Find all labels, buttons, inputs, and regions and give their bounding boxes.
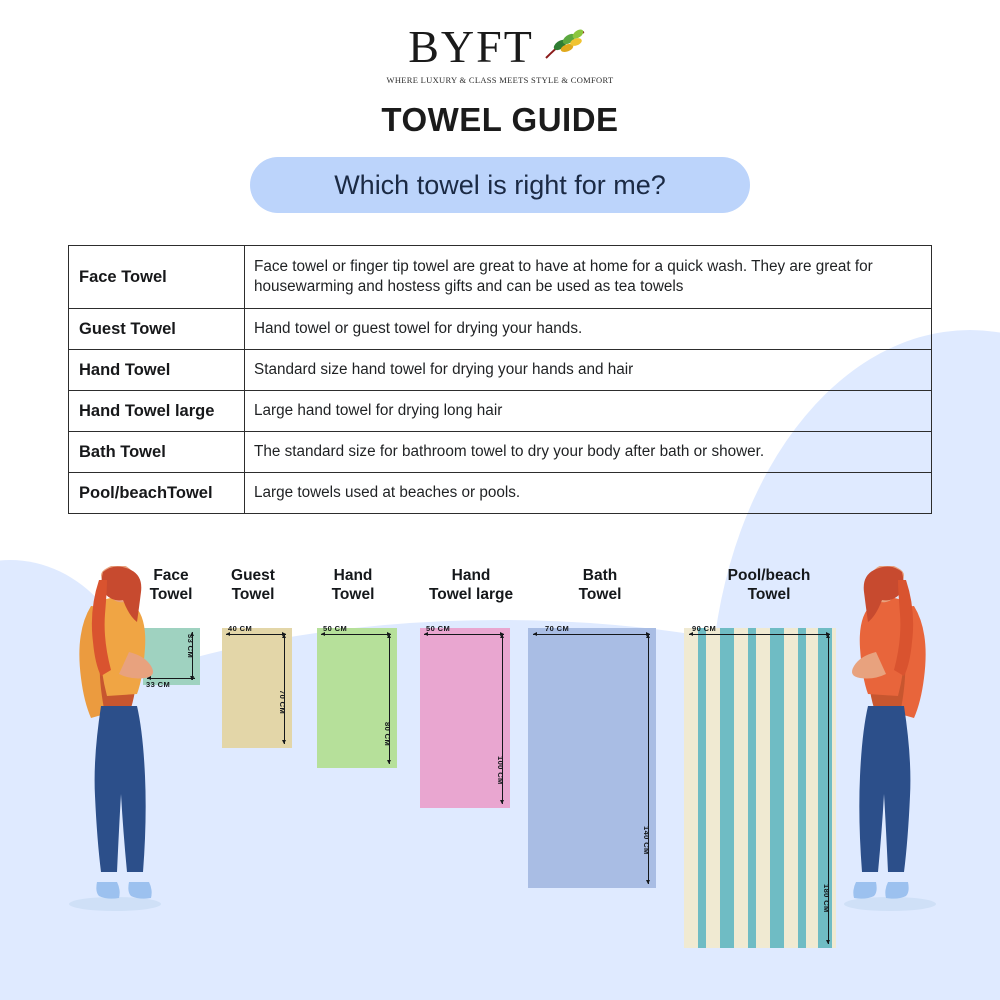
table-cell-label: Guest Towel	[69, 309, 245, 349]
face-length-label: 33 CM	[186, 634, 195, 659]
table-row	[69, 350, 931, 391]
towel-swatch-hand	[317, 628, 397, 768]
table-cell-label: Hand Towel large	[69, 391, 245, 431]
towel-description-table	[68, 245, 932, 514]
hand-width-arrow	[321, 634, 391, 635]
guest-width-label: 40 CM	[228, 624, 253, 633]
table-cell-description: Large towels used at beaches or pools.	[254, 483, 521, 501]
chart-column-title-bath: Bath Towel	[578, 567, 622, 604]
chart-column-title-guest: Guest Towel	[231, 567, 275, 604]
table-row	[69, 432, 931, 473]
brand-name: BYFT	[408, 21, 534, 72]
question-banner	[250, 157, 750, 213]
leaf-icon	[540, 28, 592, 67]
bath-length-label: 140 CM	[642, 826, 651, 855]
bath-width-arrow	[533, 634, 650, 635]
table-cell-label: Hand Towel	[69, 350, 245, 390]
table-row	[69, 309, 931, 350]
pool-width-arrow	[689, 634, 830, 635]
table-cell-description: Face towel or finger tip towel are great to have at home for a quick wash. They are great for housewarming and hostess gifts and can be used as tea towels	[254, 257, 873, 295]
woman-illustration-right	[830, 566, 950, 916]
chart-column-title-hand-large: Hand Towel large	[428, 567, 514, 604]
pool-width-label: 90 CM	[692, 624, 717, 633]
bath-width-label: 70 CM	[545, 624, 570, 633]
pool-length-label: 180 CM	[822, 884, 831, 913]
hand-length-label: 80 CM	[383, 722, 392, 747]
towel-swatch-guest	[222, 628, 292, 748]
woman-illustration-left	[55, 566, 175, 916]
towel-swatch-pool	[684, 628, 836, 948]
table-row	[69, 473, 931, 513]
table-cell-description: Standard size hand towel for drying your hands and hair	[254, 360, 634, 378]
table-cell-label: Face Towel	[69, 246, 245, 308]
table-cell-label: Bath Towel	[69, 432, 245, 472]
page-title: TOWEL GUIDE	[381, 101, 619, 138]
table-row	[69, 391, 931, 432]
hand-width-label: 50 CM	[323, 624, 348, 633]
guest-width-arrow	[226, 634, 286, 635]
brand-tagline: WHERE LUXURY & CLASS MEETS STYLE & COMFORT	[386, 75, 614, 85]
towel-size-chart	[0, 544, 1000, 964]
chart-column-title-face: Face Towel	[149, 567, 193, 604]
face-width-label: 33 CM	[146, 680, 171, 689]
hand-large-width-label: 50 CM	[426, 624, 451, 633]
chart-column-title-pool: Pool/beach Towel	[727, 567, 811, 604]
guest-length-arrow	[284, 634, 285, 744]
table-cell-description: Large hand towel for drying long hair	[254, 401, 503, 419]
guest-length-label: 70 CM	[278, 690, 287, 715]
hand-large-length-label: 100 CM	[496, 756, 505, 785]
question-text: Which towel is right for me?	[334, 169, 666, 200]
chart-column-title-hand: Hand Towel	[331, 567, 375, 604]
table-cell-label: Pool/beachTowel	[69, 473, 245, 513]
towel-swatch-bath	[528, 628, 656, 888]
hand-large-width-arrow	[424, 634, 504, 635]
table-cell-description: Hand towel or guest towel for drying your hands.	[254, 319, 583, 337]
table-row	[69, 246, 931, 309]
brand-header	[0, 0, 1000, 85]
towel-stripes	[684, 628, 836, 948]
table-cell-description: The standard size for bathroom towel to dry your body after bath or shower.	[254, 442, 765, 460]
